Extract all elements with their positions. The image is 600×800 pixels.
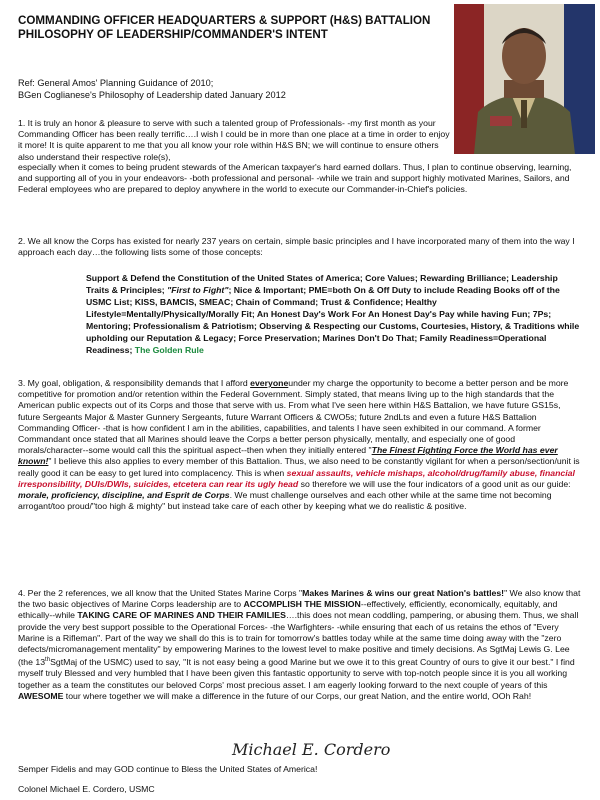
p3-warning-red: sexual assaults, vehicle mishaps, alcohol/drug/family abuse, financial irresponsibility, DUIs/DWIs, suicides, etcetera can rear its ugly head [18,467,575,489]
p4-part-d: ….this does not mean coddling, pampering, or abusing them. Thus, we shall provide the very best support possible to the Operational Forces- -the Warfighters- -while ensuring that each of us retains the ethos of "Every Marine is a Rifleman". Part of the way we shall do this is to train for tomorrow's battles today while at the same time doing away with the "zero defects/micromanagement mentality" by empowering Marines to the lowest level to make positive and timely decisions. As SgtMaj Lewis G. Lee (the 13 [18,610,579,668]
p3-part-d: so therefore we will use the four indicators of a good unit as our guide: [298,478,571,489]
portrait-illustration [454,4,595,154]
title-line-2: PHILOSOPHY OF LEADERSHIP/COMMANDER'S INTENT [18,28,328,41]
p3-part-a: 3. My goal, obligation, & responsibility demands that I afford [18,378,251,388]
p4-part-f: tour where together we will make a difference in the future of our Corps, our great Nation, and the entire world, OOh Rah! [63,690,532,701]
document-title [18,14,438,42]
p4-part-c: --effectively, efficiently, economically, equitably, and ethically--while [18,599,558,621]
p3-part-c: " I believe this also applies to every member of this Battalion. Thus, we also need to be constantly vigilant for when a person/section/unit is really good it can be easy to get lured into complacency. This is when [18,456,580,478]
p4-accomplish-mission: ACCOMPLISH THE MISSION [243,599,361,610]
paragraph-3 [18,378,584,512]
p3-part-b: under my charge the opportunity to become a better person and be more competitive for promotion and/or retention within the Federal Government. Simply stated, that means living up to the high standards that the American public expects out of its Corps and those that serve with us. From what I've seen here within H&S Battalion, we have future GS15s, future Sergeants Major & Master Gunnery Sergeants, future Warrant Officers & CWO5s; future 2ndLts and even a future H&S Battalion Commanding Officer- -that is how confident I am in the abilities, capabilities, and talents I have seen exhibited in our command. A former Commandant once stated that all Marines should leave the Corps a better person physically, mentally, and especially one of good morals/character--some would call this the spiritual aspect--then when they initially entered " [18,378,569,456]
p3-part-e: . We must challenge ourselves and each other while at the same time not becoming arrogant/too proud/"too high & mighty" but instead take care of each other by keeping what we do realistic & positive. [18,490,552,512]
uniform-tie [521,100,527,128]
concepts-part-a: Support & Defend the Constitution of the United States of America; Core Values; Rewarding Brilliance; Leadership Traits & Principles; [86,273,558,295]
signer-name: Colonel Michael E. Cordero, USMC [18,784,155,794]
concepts-list [86,272,582,356]
references [18,77,448,101]
paragraph-4 [18,588,584,702]
ribbons [490,116,512,126]
p4-makes-marines: Makes Marines & wins our great Nation's battles! [302,588,505,598]
p4-part-e: SgtMaj of the USMC) used to say, "It is not easy being a good Marine but we owe it to this great Country of ours to give it our best." I find myself truly Blessed and very humbled that I have been given this fantastic opportunity to serve with top-notch people since it is you all working together as a team the constitutes our beloved Corps' most precious asset. I am eagerly looking forward to the next couple of years of this [18,657,575,690]
p4-superscript: th [45,657,51,664]
p4-part-b: " We also know that the two basic objectives of Marine Corps leadership are to [18,588,581,610]
concepts-part-c: ; Nice & Important; PME=both On & Off Duty to include Reading Books off of the USMC List; KISS, BAMCIS, SMEAC; Chain of Command; Trust & Confidence; Healthy Lifestyle=Mentally/Physically/Morally Fit; An Honest Day's Work For An Honest Day's Pay while having Fun; 7Ps; Mentoring; Professionalism & Patriotism; Observing & Respecting our Customs, Courtesies, History, & Traditions while upholding our Reputation & Legacy; Force Preservation; Marines Don't Do That; Family Readiness=Operational Readiness; [86,285,580,355]
concepts-first-to-fight: "First to Fight" [167,285,229,295]
concepts-golden-rule: The Golden Rule [134,345,204,355]
paragraph-1-continued: especially when it comes to being prudent stewards of the American taxpayer's hard earned dollars. Thus, I plan to continue observing, learning, and supporting all of you in your endeavors- -both professional and personal- -while we train and support highly motivated Marines, Sailors, and Federal employees who are prepared to deploy anywhere in the world to execute our Commander-in-Chief's policies. [18,162,572,195]
p3-finest-fighting-force: The Finest Fighting Force the World has ever known! [18,445,558,467]
p4-taking-care: TAKING CARE OF MARINES AND THEIR FAMILIES [77,610,286,621]
signature: Michael E. Cordero [232,740,391,759]
title-line-1: COMMANDING OFFICER HEADQUARTERS & SUPPORT (H&S) BATTALION [18,14,431,27]
p3-indicators: morale, proficiency, discipline, and Esprit de Corps [18,490,230,501]
p4-awesome: AWESOME [18,690,64,701]
officer-portrait [454,4,595,154]
paragraph-1: 1. It is truly an honor & pleasure to serve with such a talented group of Professionals- -my first month as your Commanding Officer has been really terrific….I wish I could be in more than one place at a time in order to enjoy it more! It is quite apparent to me that you all know your role within H&S BN; we will continue to ensure others also understand their respective role(s), [18,118,450,162]
ref-line-2: BGen Coglianese's Philosophy of Leadership dated January 2012 [18,90,286,100]
closing-line: Semper Fidelis and may GOD continue to Bless the United States of America! [18,764,318,774]
p4-part-a: 4. Per the 2 references, we all know that the United States Marine Corps " [18,588,303,598]
ref-line-1: Ref: General Amos' Planning Guidance of 2010; [18,78,214,88]
p3-everyone: everyone [250,378,289,388]
paragraph-2: 2. We all know the Corps has existed for nearly 237 years on certain, simple basic principles and I have incorporated many of them into the way I approach each day…the following lists some of those concepts: [18,236,575,258]
